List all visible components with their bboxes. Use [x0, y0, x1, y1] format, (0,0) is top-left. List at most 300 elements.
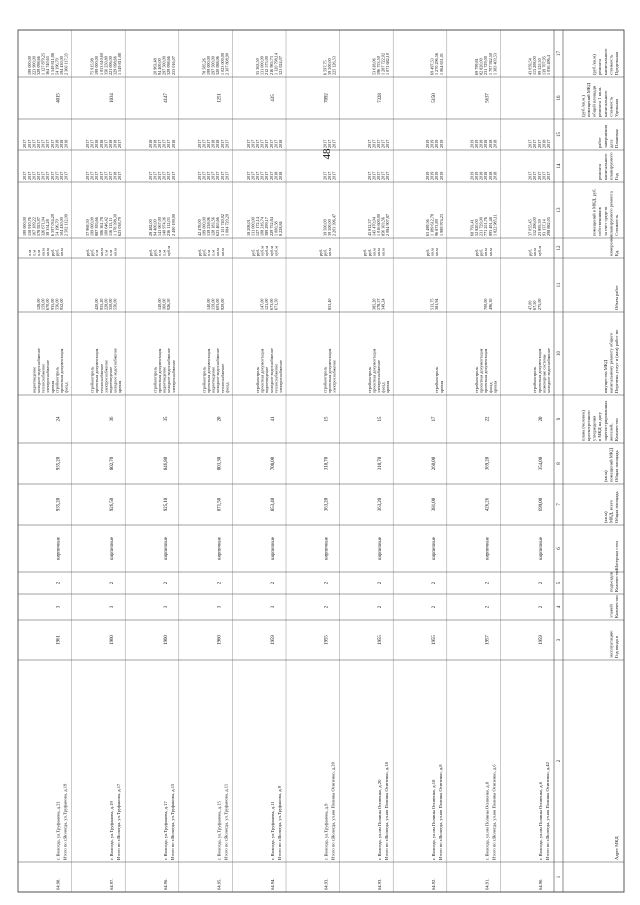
- work-item: электроснабжение: [376, 360, 381, 393]
- work-item: стройконтроль: [201, 366, 207, 393]
- work-unit: куб.м: [259, 246, 265, 256]
- row-address: г. Вологда, ул.им Полины Осипенко, д.6: [538, 781, 543, 860]
- work-item: теплоснабжение: [219, 363, 225, 393]
- work-limit-cost: 212 575,00: [264, 56, 270, 75]
- work-volume: 935,20: [98, 298, 104, 310]
- work-volume: 556,00: [54, 298, 60, 310]
- header-cell: Материал стен: [614, 541, 619, 570]
- work-cost: 139 238,06: [206, 217, 211, 236]
- header-cell: планируемого: [608, 152, 614, 180]
- work-limit-cost: 329 098,66: [36, 56, 41, 75]
- work-cost: 623 038,79: [117, 217, 123, 236]
- work-item: проектная документация: [483, 348, 489, 393]
- row-material: кирпичные: [378, 537, 384, 560]
- work-year: 2017: [206, 171, 211, 180]
- work-plan-date: 2018: [98, 139, 104, 148]
- row-area-premises: 354,00: [539, 456, 544, 471]
- work-plan-date: 2017: [532, 139, 538, 148]
- work-cost: 856 303,56: [380, 217, 386, 236]
- work-plan-date: 2017: [224, 139, 230, 148]
- work-item: стройконтроль: [366, 366, 372, 393]
- work-plan-date: 2017: [40, 139, 46, 148]
- work-year: 2019: [429, 171, 435, 180]
- row-unit-cost: 1251: [217, 93, 223, 103]
- work-year: 2017: [157, 171, 162, 180]
- row-area-total: 853,40: [271, 497, 276, 512]
- work-unit: руб.: [89, 248, 95, 256]
- work-year: 2017: [36, 171, 41, 180]
- row-number: 64.93.: [377, 878, 383, 890]
- page-number: 48: [321, 148, 333, 160]
- header-cell: Общая площадь: [614, 491, 619, 523]
- work-cost: 1 822 985,11: [492, 214, 498, 236]
- work-limit-cost: 297 500,00: [161, 56, 167, 75]
- work-year: 2017: [366, 171, 372, 180]
- work-year: 2017: [268, 171, 274, 180]
- row-year: 1955: [324, 635, 330, 645]
- work-year: 2017: [322, 171, 328, 180]
- work-plan-date: 2018: [210, 139, 216, 148]
- row-area-premises: 846,80: [163, 456, 169, 471]
- header-cell: Год: [614, 173, 619, 180]
- work-plan-date: 2019: [474, 139, 479, 148]
- row-number: 64.97.: [109, 878, 115, 890]
- row-unit-cost: 7328: [378, 93, 384, 103]
- work-plan-date: 2019: [469, 139, 475, 148]
- work-limit-cost: 1 023 000,00: [219, 53, 225, 75]
- work-cost: 140 974,36: [161, 217, 167, 236]
- work-volume: 556,00: [112, 298, 118, 310]
- work-plan-date: 2017: [22, 139, 28, 148]
- row-entrances: 2: [431, 581, 437, 585]
- work-unit: п.м: [108, 250, 113, 256]
- row-unit-cost: 5637: [485, 93, 491, 103]
- work-plan-date: 2017: [255, 139, 260, 148]
- work-limit-cost: 216 985,73: [268, 56, 274, 75]
- work-plan-date: 2017: [322, 139, 328, 148]
- work-limit-cost: 1 120 798,14: [273, 53, 279, 75]
- work-item: холодное водоснабжение: [268, 348, 274, 393]
- work-unit: п.м: [161, 250, 167, 256]
- work-limit-cost: 54 196,70: [54, 58, 60, 75]
- work-plan-date: 2017: [196, 139, 202, 148]
- work-year: 2017: [327, 171, 332, 180]
- column-number: 2: [557, 759, 562, 763]
- header-cell: Ед.: [614, 249, 619, 256]
- work-unit: кв.м: [371, 248, 377, 256]
- work-cost: 18 208,01: [245, 219, 251, 236]
- row-area-premises: 802,70: [110, 456, 116, 471]
- work-item: проектная документация: [327, 348, 332, 393]
- work-year: 2017: [117, 171, 123, 180]
- work-unit: руб.: [322, 248, 328, 256]
- work-item: электроснабжение: [278, 360, 283, 393]
- row-year: 1957: [485, 635, 491, 645]
- work-item: теплоснабжение: [40, 363, 46, 393]
- work-item: проектная документация: [59, 348, 64, 393]
- work-item: стройконтроль: [89, 366, 95, 393]
- row-area-premises: 935,20: [56, 456, 62, 471]
- work-unit: кв.м: [532, 248, 538, 256]
- work-item: холодное водоснабжение: [215, 348, 221, 393]
- work-year: 2017: [31, 171, 37, 180]
- header-cell: ремонта 1 кв.м.: [597, 86, 603, 117]
- work-plan-date: 2017: [166, 139, 172, 148]
- row-number: 64.93.: [323, 878, 329, 890]
- work-volume: 670,00: [45, 298, 51, 310]
- row-material: кирпичные: [485, 537, 491, 560]
- header-cell: Адрес МКД: [614, 836, 619, 860]
- work-item: водоотведение: [31, 366, 37, 393]
- row-total-label: Итого по г.Вологда, ул.Труфанова, д.15: [169, 783, 175, 860]
- work-cost: 199 000,00: [201, 217, 207, 236]
- row-residents: 35: [163, 416, 169, 422]
- row-residents: 17: [431, 416, 437, 422]
- work-year: 2017: [170, 171, 176, 180]
- row-material: кирпичные: [324, 537, 330, 560]
- header-cell: помещений МКД: [608, 448, 614, 482]
- work-year: 2018: [112, 171, 118, 180]
- work-limit-cost: 131 000,00: [259, 56, 265, 75]
- row-area-premises: 369,20: [485, 456, 491, 471]
- work-limit-cost: 1 064 631,01: [438, 53, 444, 75]
- row-total-label: Итого по г.Вологда, ул.им Полины Осипенко, д.8: [437, 764, 443, 860]
- work-plan-date: 2018: [147, 139, 153, 148]
- work-limit-cost: 223 900,00: [31, 56, 37, 75]
- header-cell: (кв.м): [602, 511, 608, 523]
- work-unit: куб.м: [264, 246, 270, 256]
- work-plan-date: 2017: [380, 139, 386, 148]
- work-cost: 893 491,48: [487, 217, 493, 236]
- work-limit-cost: 231 729,00: [483, 56, 489, 75]
- header-cell: Количество: [614, 418, 619, 441]
- column-number: 6: [557, 547, 562, 550]
- row-floors: 2: [431, 605, 437, 609]
- work-item: электроснабжение: [45, 360, 51, 393]
- row-total-label: Итого по г.Вологда, ул.Труфанова, д.17: [116, 783, 122, 860]
- work-year: 2017: [63, 171, 69, 180]
- row-address: г. Вологда, ул.Труфанова, д.9: [323, 803, 329, 860]
- work-limit-cost: 1 287 722,02: [380, 53, 386, 75]
- work-year: 2019: [438, 171, 444, 180]
- work-limit-cost: 113 208,00: [532, 56, 538, 75]
- work-item: холодное водоснабжение: [36, 348, 41, 393]
- work-plan-date: 2017: [45, 139, 51, 148]
- work-year: 2017: [215, 171, 221, 180]
- row-residents: 24: [56, 416, 62, 422]
- row-residents: 41: [271, 416, 276, 422]
- work-cost: 1 000,58: [273, 221, 279, 236]
- header-cell: (кв.м): [602, 470, 608, 482]
- work-cost: 28 482,00: [147, 219, 153, 236]
- work-item: теплоснабжение: [98, 363, 104, 393]
- work-year: 2017: [103, 171, 109, 180]
- work-cost: 231 729,00: [478, 217, 484, 236]
- row-address: г. Вологда, ул.им Полины Осипенко, д.18: [430, 779, 436, 860]
- row-address: г. Вологда, ул.Труфанова, д.11: [270, 801, 275, 860]
- work-unit: кв.м: [45, 248, 51, 256]
- work-unit: куб.м: [166, 246, 172, 256]
- work-cost: 298 882,05: [546, 217, 551, 236]
- work-cost: 1 084 720,29: [224, 214, 230, 236]
- work-year: 2017: [532, 171, 538, 180]
- work-year: 2017: [546, 171, 551, 180]
- row-number: 64.90.: [538, 878, 543, 890]
- row-number: 64.96.: [162, 878, 168, 890]
- header-cell: утверждения: [591, 415, 597, 441]
- work-limit-cost: 43 059,54: [527, 58, 533, 75]
- work-cost: 100 646,42: [103, 217, 109, 236]
- work-item: электроснабжение: [103, 360, 109, 393]
- work-limit-cost: 194 430,00: [59, 56, 64, 75]
- work-item: стройконтроль: [322, 366, 328, 393]
- row-entrances: 2: [378, 581, 384, 585]
- work-unit: кв.м: [429, 248, 435, 256]
- work-item: проектная документация: [94, 348, 100, 393]
- work-unit: руб.: [527, 248, 533, 256]
- work-plan-date: 2018: [215, 139, 221, 148]
- work-unit: руб.: [362, 248, 368, 256]
- work-cost: 199 000,00: [89, 217, 95, 236]
- row-area-total: 926,50: [110, 497, 116, 512]
- work-item: водоотведение: [161, 366, 167, 393]
- work-plan-date: 2017: [385, 139, 391, 148]
- work-plan-date: 2017: [36, 139, 41, 148]
- work-unit: кв.м: [487, 248, 493, 256]
- work-item: стройконтроль: [152, 366, 158, 393]
- row-area-premises: 310,70: [324, 456, 330, 471]
- work-limit-cost: 139 707,95: [541, 56, 547, 75]
- row-unit-cost: 435: [271, 94, 276, 102]
- header-cell: (руб./кв.м.): [580, 95, 586, 117]
- header-cell: подъездов: [608, 572, 614, 592]
- row-residents: 15: [378, 416, 384, 422]
- work-limit-cost: 94 400,00: [157, 58, 162, 75]
- work-cost: 42 478,00: [196, 219, 202, 236]
- work-year: 2017: [98, 171, 104, 180]
- row-number: 64.98.: [55, 878, 61, 890]
- work-plan-date: 2017: [31, 139, 37, 148]
- row-entrances: 2: [217, 581, 223, 585]
- work-plan-date: 2018: [478, 139, 484, 148]
- work-year: 2017: [49, 171, 55, 180]
- work-unit: п.м: [103, 250, 109, 256]
- header-cell: Предельная: [614, 52, 619, 75]
- work-plan-date: 2017: [250, 139, 256, 148]
- work-cost: 2 203 396,47: [331, 214, 337, 236]
- work-plan-date: 2017: [26, 139, 32, 148]
- row-floors: 3: [217, 605, 223, 609]
- work-year: 2017: [245, 171, 251, 180]
- work-item: кровля: [49, 380, 55, 393]
- work-plan-date: 2018: [94, 139, 100, 148]
- work-year: 2017: [331, 171, 337, 180]
- work-year: 2018: [483, 171, 489, 180]
- row-residents: 15: [324, 416, 330, 422]
- header-cell: краткосрочного: [586, 410, 591, 441]
- work-limit-cost: 20 963,48: [152, 58, 158, 75]
- row-address: г. Вологда, ул.Труфанова, д.17: [162, 801, 168, 860]
- work-limit-cost: 53 618,06: [371, 58, 377, 75]
- work-item: фасад: [487, 382, 493, 393]
- work-volume: 275,00: [536, 298, 542, 310]
- header-cell: ремонта: [597, 58, 603, 75]
- row-floors: 2: [485, 605, 491, 609]
- header-cell: Удельная: [614, 99, 619, 117]
- work-year: 2017: [40, 171, 46, 180]
- work-year: 2018: [478, 171, 484, 180]
- work-item: водоотведение: [210, 366, 216, 393]
- column-number: 3: [557, 638, 562, 642]
- work-item: теплоснабжение: [273, 363, 279, 393]
- row-residents: 20: [539, 416, 544, 422]
- work-unit: куб.м: [268, 246, 274, 256]
- header-cell: жителей,: [608, 423, 614, 441]
- row-floors: 3: [56, 605, 62, 609]
- work-unit: руб.: [49, 248, 55, 256]
- work-cost: 93 137,14: [541, 219, 547, 236]
- column-number: 12: [557, 245, 562, 251]
- work-volume: 121,00: [264, 298, 270, 310]
- work-limit-cost: 329 098,66: [112, 56, 118, 75]
- row-entrances: 2: [271, 581, 276, 585]
- work-cost: 158 910,76: [26, 217, 32, 236]
- header-cell: капитального: [602, 90, 608, 117]
- work-item: кровля: [492, 380, 498, 393]
- work-item: проектная документация: [157, 348, 162, 393]
- row-area-total: 363,20: [378, 497, 384, 512]
- work-limit-cost: 1 270 296,56: [434, 53, 440, 75]
- work-plan-date: 2017: [219, 139, 225, 148]
- row-address: г. Вологда, ул.им Полины Осипенко, д.8: [484, 781, 490, 860]
- row-floors: 2: [378, 605, 384, 609]
- row-address: г. Вологда, ул.Труфанова, д.21: [55, 801, 61, 860]
- work-cost: 229 752,84: [268, 217, 274, 236]
- work-volume: 952,00: [59, 298, 64, 310]
- work-year: 2017: [536, 171, 542, 180]
- work-volume: 603,00: [215, 298, 221, 310]
- work-unit: кв.м: [112, 248, 118, 256]
- work-item: проектная документация: [206, 348, 211, 393]
- work-cost: 306 361,78: [98, 217, 104, 236]
- work-cost: 131 000,00: [250, 217, 256, 236]
- header-cell: за счет средств: [602, 206, 608, 236]
- work-unit: руб.: [255, 248, 260, 256]
- work-limit-cost: 199 000,00: [94, 56, 100, 75]
- work-year: 2019: [469, 171, 475, 180]
- work-cost: 116 115,11: [108, 217, 113, 236]
- work-cost: 389 299,17: [264, 217, 270, 236]
- row-entrances: 2: [163, 581, 169, 585]
- column-number: 11: [557, 282, 562, 288]
- work-year: 2017: [22, 171, 28, 180]
- work-item: кровля: [385, 380, 391, 393]
- work-unit: п.м: [94, 250, 100, 256]
- work-limit-cost: 1 383 403,53: [492, 53, 498, 75]
- work-volume: 381,94: [434, 298, 440, 310]
- work-unit: кв.м: [40, 248, 46, 256]
- work-limit-cost: 82 820,00: [478, 58, 484, 75]
- work-year: 2017: [527, 171, 533, 180]
- work-cost: 141 067,00: [157, 217, 162, 236]
- work-year: 2017: [161, 171, 167, 180]
- row-year: 1959: [271, 635, 276, 645]
- work-year: 2017: [59, 171, 64, 180]
- header-cell: собственников: [597, 207, 603, 236]
- work-plan-date: 2018: [59, 139, 64, 148]
- row-entrances: 2: [110, 581, 116, 585]
- work-plan-date: 2017: [85, 139, 90, 148]
- row-number: 64.94.: [270, 878, 275, 890]
- work-unit: руб.: [474, 248, 479, 256]
- work-cost: 578 923,97: [36, 217, 41, 236]
- work-unit: кв.м: [434, 248, 440, 256]
- work-unit: руб.: [196, 248, 202, 256]
- work-unit: кв.м: [98, 248, 104, 256]
- work-plan-date: 2017: [157, 139, 162, 148]
- work-cost: 63 489,56: [425, 219, 430, 236]
- row-address: г. Вологда, ул.им Полины Осипенко, д.20: [377, 779, 383, 860]
- work-year: 2017: [541, 171, 547, 180]
- work-plan-date: 2017: [117, 139, 123, 148]
- header-cell: зарегистрированных: [602, 400, 608, 441]
- work-plan-date: 2017: [366, 139, 372, 148]
- work-cost: 37 969,50: [85, 219, 90, 236]
- column-number: 16: [557, 95, 562, 101]
- work-volume: 578,57: [376, 298, 381, 310]
- work-year: 2017: [54, 171, 60, 180]
- row-total-label: Итого по г.Вологда, ул.Труфанова, д.9: [277, 786, 282, 860]
- row-floors: 3: [163, 605, 169, 609]
- header-cell: капитального: [602, 48, 608, 75]
- work-unit: руб.: [478, 248, 484, 256]
- work-item: кровля: [117, 380, 123, 393]
- header-cell: эксплуатацию: [608, 630, 614, 658]
- header-cell: Количество: [614, 595, 619, 618]
- work-unit: руб.: [425, 248, 430, 256]
- work-cost: 54 196,70: [54, 219, 60, 236]
- work-limit-cost: 225 126,53: [331, 56, 337, 75]
- work-limit-cost: 364 740,65: [45, 56, 51, 75]
- work-cost: 1 189 612,78: [429, 214, 435, 236]
- work-volume: 671,50: [273, 298, 279, 310]
- work-volume: 700,00: [483, 298, 489, 310]
- work-plan-date: 2018: [170, 139, 176, 148]
- work-item: электроснабжение: [170, 360, 176, 393]
- row-residents: 20: [217, 416, 223, 422]
- work-year: 2019: [474, 171, 479, 180]
- work-volume: 513,75: [429, 298, 435, 310]
- work-limit-cost: 1 053 610,60: [98, 53, 104, 75]
- work-limit-cost: 35 363,50: [255, 58, 260, 75]
- work-cost: 1 151 740,02: [219, 214, 225, 236]
- row-floors: 3: [110, 605, 116, 609]
- header-cell: МКД, всего: [608, 500, 614, 523]
- work-volume: 128,00: [36, 298, 41, 310]
- work-volume: 350,00: [108, 298, 113, 310]
- header-cell: капитального: [602, 153, 608, 180]
- row-number: 64.92.: [430, 878, 436, 890]
- header-cell: дата: [608, 139, 614, 148]
- work-volume: 159,00: [210, 298, 216, 310]
- work-cost: 771 251,76: [483, 217, 489, 236]
- work-volume: 159,00: [40, 298, 46, 310]
- work-volume: 228,00: [103, 298, 109, 310]
- work-volume: 926,50: [166, 298, 172, 310]
- work-plan-date: 2018: [483, 139, 489, 148]
- work-volume: 673,00: [268, 298, 274, 310]
- work-plan-date: 2017: [376, 139, 381, 148]
